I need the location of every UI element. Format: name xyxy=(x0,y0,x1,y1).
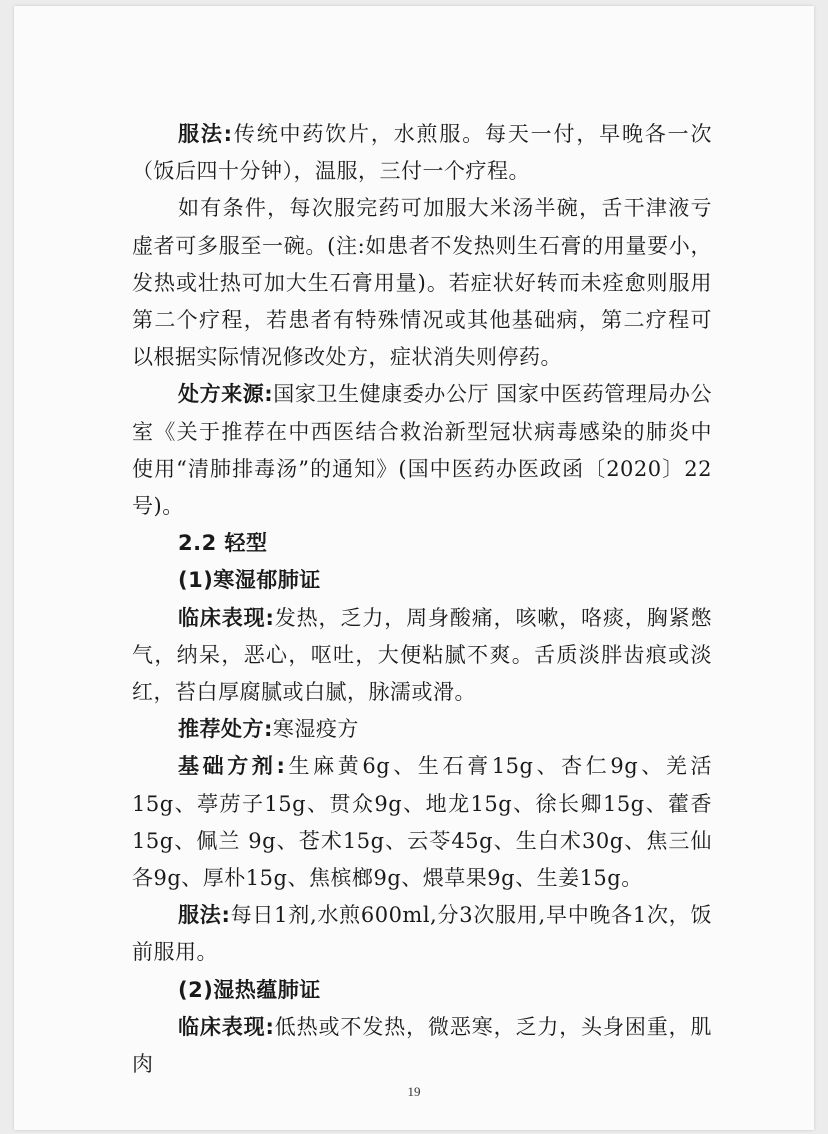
base-formula-text: 生麻黄6g、生石膏15g、杏仁9g、羌活15g、葶苈子15g、贯众9g、地龙15g、徐长卿15g、藿香15g、佩兰 9g、苍术15g、云苓45g、生白术30g、焦三仙各9g、厚朴15g、焦槟榔9g、煨草果9g、生姜15g。 xyxy=(132,754,712,891)
recommended-paragraph xyxy=(132,711,712,748)
source-label: 处方来源: xyxy=(178,382,274,407)
source-text: 国家卫生健康委办公厅 国家中医药管理局办公室《关于推荐在中西医结合救治新型冠状病毒感染的肺炎中使用“清肺排毒汤”的通知》(国中医药办医政函〔2020〕22号)。 xyxy=(132,382,712,519)
administration-text-2: 每日1剂,水煎600ml,分3次服用,早中晚各1次，饭前服用。 xyxy=(132,903,712,965)
base-formula-paragraph xyxy=(132,748,712,897)
administration-paragraph-2 xyxy=(132,897,712,971)
recommended-label: 推荐处方: xyxy=(178,717,273,742)
clinical-text-2: 低热或不发热，微恶寒，乏力，头身困重，肌肉 xyxy=(132,1014,712,1077)
subsection-heading-1: (1)寒湿郁肺证 xyxy=(178,568,321,593)
page-number: 19 xyxy=(407,1084,421,1099)
recommended-text: 寒湿疫方 xyxy=(272,717,359,742)
clinical-label-1: 临床表现: xyxy=(178,605,275,630)
base-formula-label: 基础方剂: xyxy=(178,754,286,779)
administration-label-2: 服法: xyxy=(178,903,231,928)
source-paragraph xyxy=(132,376,712,525)
administration-text: 传统中药饮片，水煎服。每天一付，早晚各一次（饭后四十分钟），温服，三付一个疗程。 xyxy=(132,122,712,184)
clinical-label-2: 临床表现: xyxy=(178,1014,275,1039)
administration-paragraph xyxy=(132,116,712,190)
document-body xyxy=(132,116,712,1083)
subsection-heading-2: (2)湿热蕴肺证 xyxy=(178,977,321,1002)
document-page xyxy=(14,6,814,1130)
condition-paragraph: 如有条件，每次服完药可加服大米汤半碗，舌干津液亏虚者可多服至一碗。(注:如患者不发热则生石膏的用量要小，发热或壮热可加大生石膏用量)。若症状好转而未痊愈则服用第二个疗程，若患者有特殊情况或其他基础病，第二疗程可以根据实际情况修改处方，症状消失则停药。 xyxy=(132,196,712,370)
clinical-text-1: 发热，乏力，周身酸痛，咳嗽，咯痰，胸紧憋气，纳呆，恶心，呕吐，大便粘腻不爽。舌质淡胖齿痕或淡红，苔白厚腐腻或白腻，脉濡或滑。 xyxy=(132,605,712,705)
clinical-paragraph-2 xyxy=(132,1009,712,1083)
clinical-paragraph-1 xyxy=(132,600,712,712)
section-heading: 2.2 轻型 xyxy=(178,531,268,556)
administration-label: 服法: xyxy=(178,122,233,146)
